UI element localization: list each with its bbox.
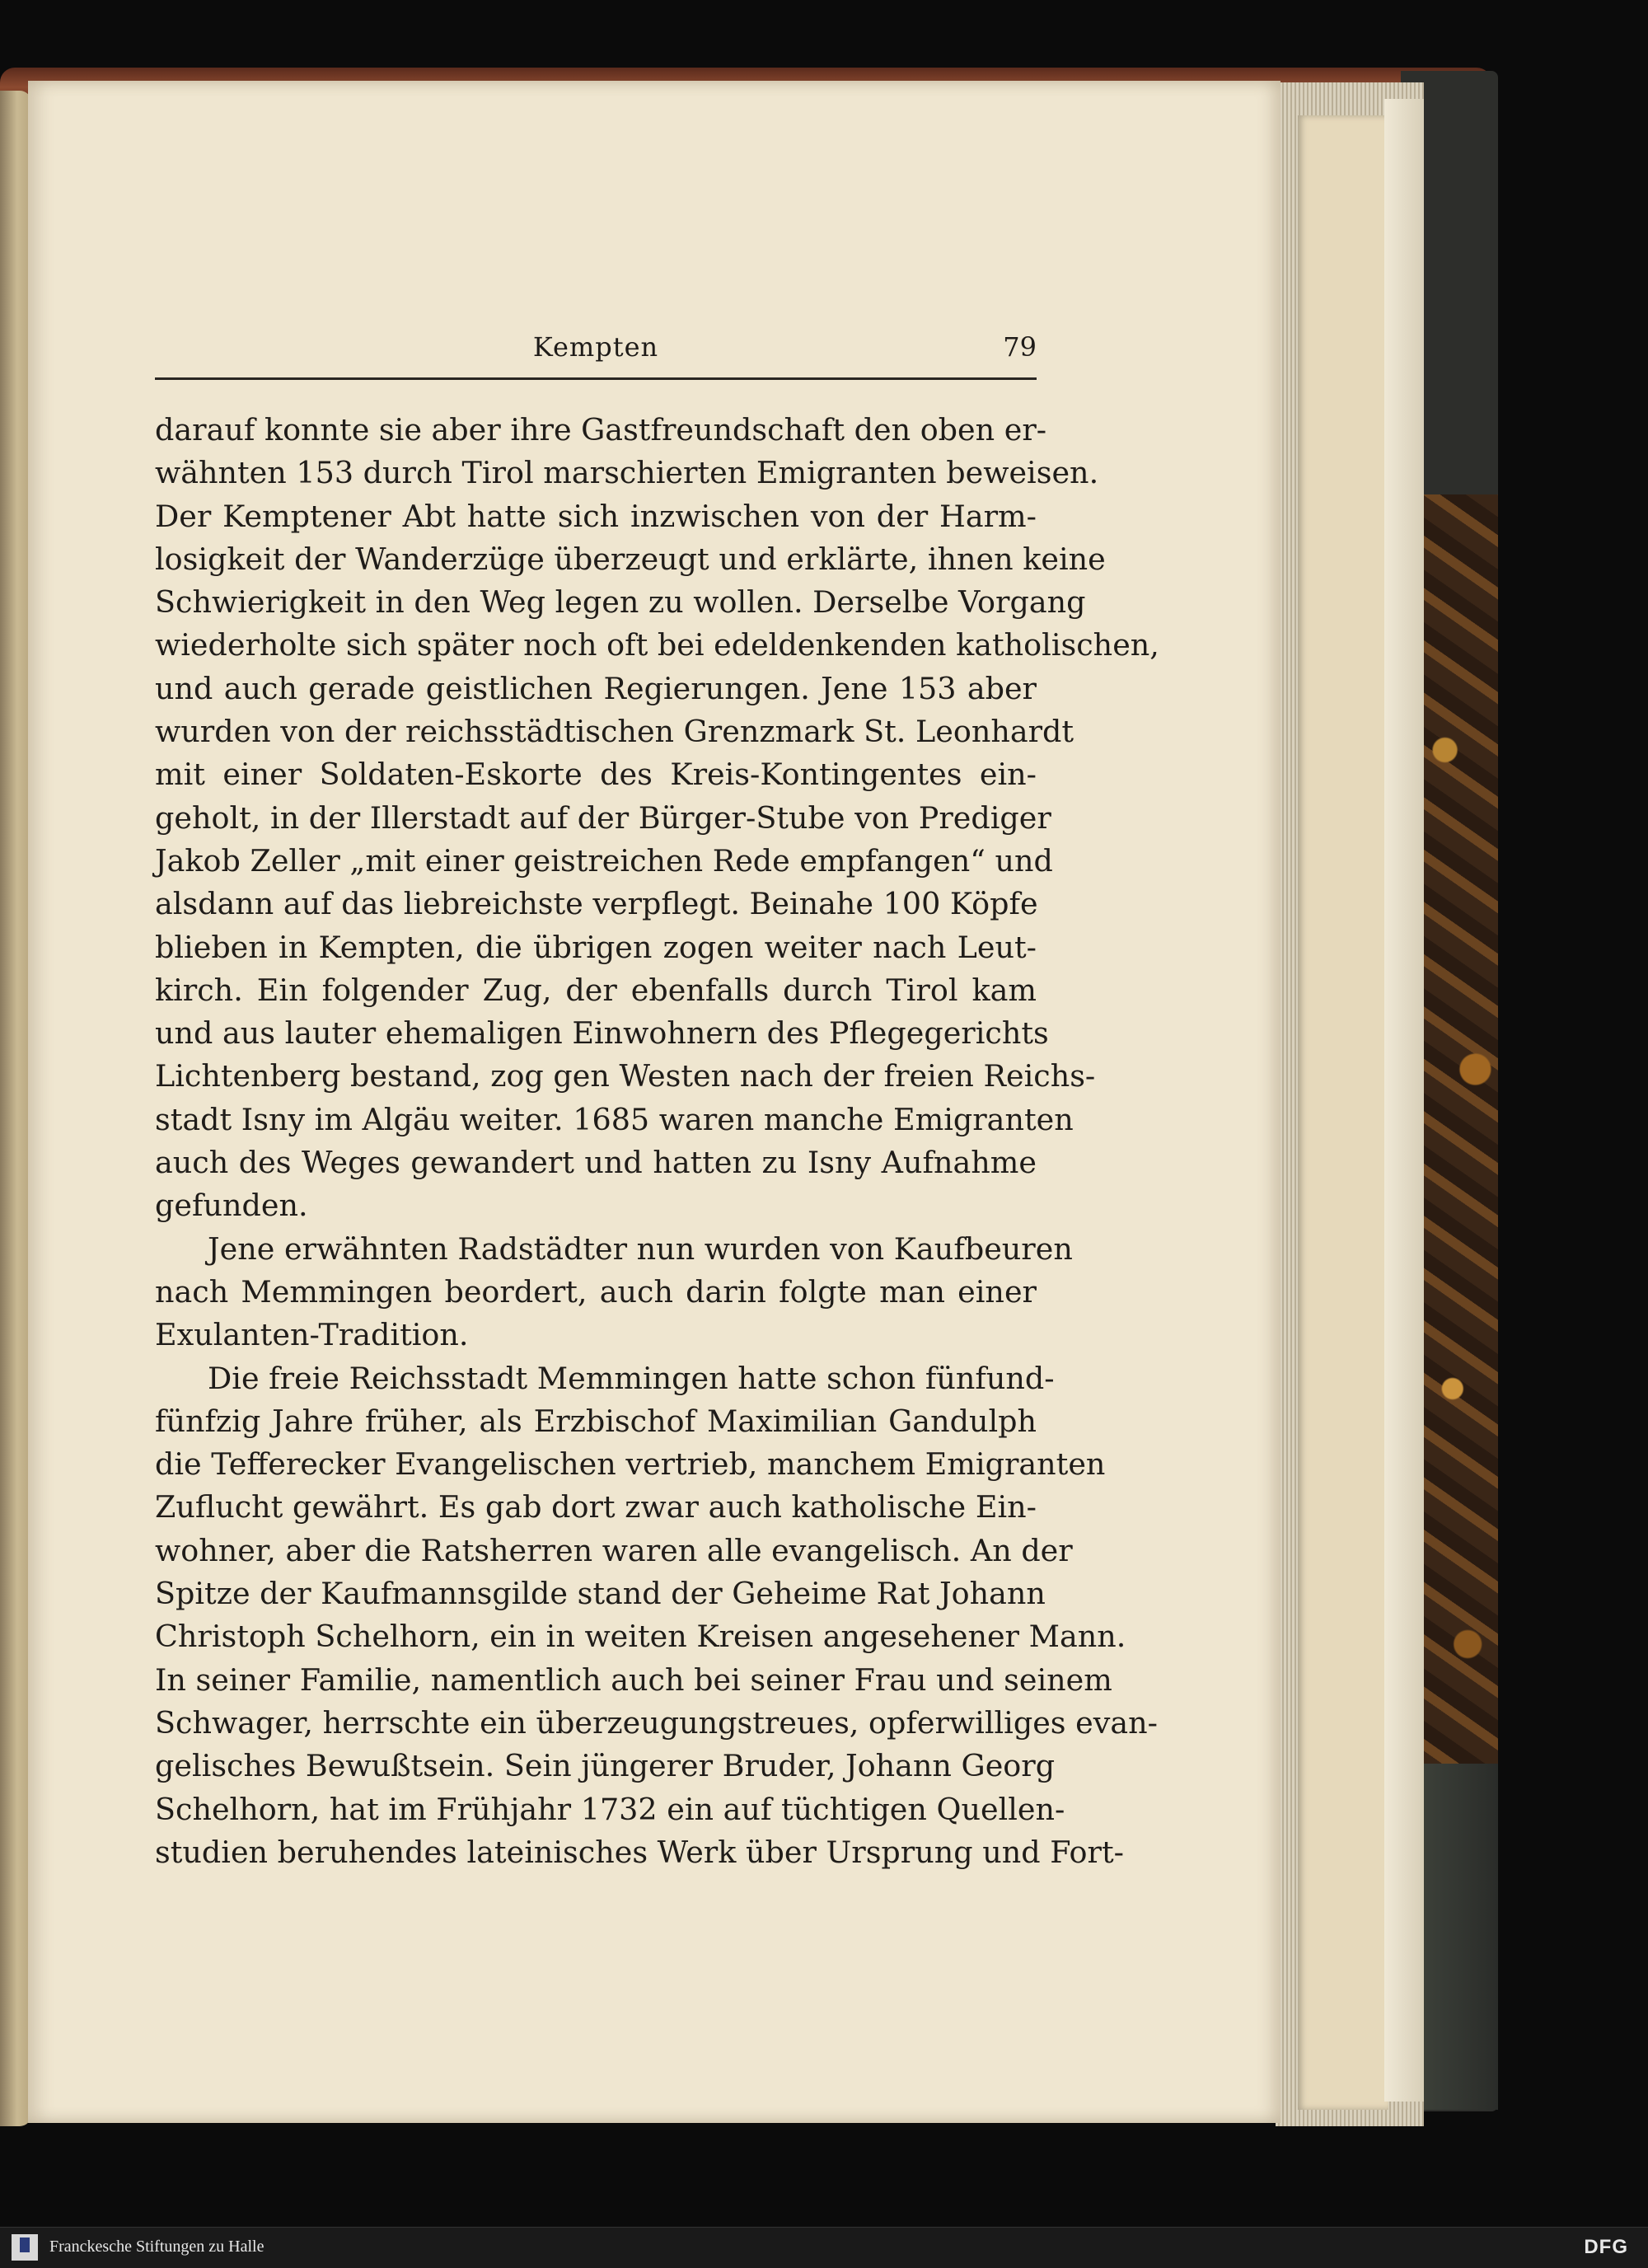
- text-line: darauf konnte sie aber ihre Gastfreundschaft den oben er-: [155, 412, 1047, 448]
- text-line: blieben in Kempten, die übrigen zogen weiter nach Leut-: [155, 929, 1037, 965]
- left-page-edge: [0, 91, 31, 2126]
- page-number: 79: [1003, 331, 1037, 363]
- text-line: Zuflucht gewährt. Es gab dort zwar auch katholische Ein-: [155, 1489, 1037, 1525]
- text-line: wohner, aber die Ratsherren waren alle evangelisch. An der: [155, 1532, 1073, 1568]
- text-line: In seiner Familie, namentlich auch bei seiner Frau und seinem: [155, 1661, 1112, 1698]
- text-line: Schelhorn, hat im Frühjahr 1732 ein auf tüchtigen Quellen-: [155, 1791, 1065, 1827]
- institution-logo-icon: [12, 2234, 38, 2261]
- text-line: fünfzig Jahre früher, als Erzbischof Maximilian Gandulph: [155, 1403, 1037, 1439]
- cloth-corner: [1422, 1764, 1498, 2110]
- body-text: [155, 409, 1159, 1874]
- text-line: Schwierigkeit in den Weg legen zu wollen. Derselbe Vorgang: [155, 584, 1086, 621]
- text-line: und auch gerade geistlichen Regierungen. Jene 153 aber: [155, 670, 1037, 706]
- text-line: gefunden.: [155, 1188, 308, 1224]
- text-line: stadt Isny im Algäu weiter. 1685 waren manche Emigranten: [155, 1101, 1074, 1137]
- text-line: wurden von der reichsstädtischen Grenzmark St. Leonhardt: [155, 714, 1074, 750]
- text-line: Exulanten-Tradition.: [155, 1317, 469, 1353]
- text-line: Die freie Reichsstadt Memmingen hatte schon fünfund-: [208, 1360, 1055, 1396]
- text-line: wähnten 153 durch Tirol marschierten Emigranten beweisen.: [155, 455, 1099, 491]
- institution-name: Franckesche Stiftungen zu Halle: [49, 2238, 265, 2256]
- text-line: und aus lauter ehemaligen Einwohnern des Pflegegerichts: [155, 1015, 1049, 1052]
- running-head: [155, 328, 1037, 380]
- text-line: Schwager, herrschte ein überzeugungstreues, opferwilliges evan-: [155, 1704, 1158, 1741]
- running-head-title: Kempten: [532, 331, 659, 363]
- text-line: Christoph Schelhorn, ein in weiten Kreisen angesehener Mann.: [155, 1619, 1126, 1655]
- text-line: kirch. Ein folgender Zug, der ebenfalls durch Tirol kam: [155, 972, 1037, 1008]
- text-line: Jakob Zeller „mit einer geistreichen Rede empfangen“ und: [155, 842, 1053, 879]
- text-line: alsdann auf das liebreichste verpflegt. Beinahe 100 Köpfe: [155, 886, 1038, 922]
- page-stack-outer: [1384, 99, 1424, 2102]
- page-stack: [1298, 115, 1388, 2110]
- text-line: mit einer Soldaten-Eskorte des Kreis-Kontingentes ein-: [155, 757, 1037, 793]
- text-line: gelisches Bewußtsein. Sein jüngerer Bruder, Johann Georg: [155, 1748, 1056, 1784]
- text-line: die Tefferecker Evangelischen vertrieb, manchem Emigranten: [155, 1446, 1106, 1483]
- text-line: Lichtenberg bestand, zog gen Westen nach der freien Reichs-: [155, 1058, 1096, 1094]
- text-line: geholt, in der Illerstadt auf der Bürger-Stube von Prediger: [155, 799, 1051, 836]
- book-page: [28, 81, 1280, 2123]
- text-line: Jene erwähnten Radstädter nun wurden von Kaufbeuren: [208, 1230, 1073, 1267]
- text-line: studien beruhendes lateinisches Werk über Ursprung und Fort-: [155, 1834, 1124, 1870]
- text-line: nach Memmingen beordert, auch darin folgte man einer: [155, 1273, 1037, 1310]
- dfg-logo: DFG: [1584, 2236, 1628, 2258]
- viewer-footer: [0, 2227, 1648, 2268]
- text-line: wiederholte sich später noch oft bei edeldenkenden katholischen,: [155, 627, 1159, 663]
- text-line: Spitze der Kaufmannsgilde stand der Geheime Rat Johann: [155, 1576, 1046, 1612]
- marbled-board: [1422, 494, 1498, 1772]
- text-line: Der Kemptener Abt hatte sich inzwischen von der Harm-: [155, 498, 1037, 534]
- text-line: losigkeit der Wanderzüge überzeugt und erklärte, ihnen keine: [155, 541, 1106, 577]
- text-line: auch des Weges gewandert und hatten zu Isny Aufnahme: [155, 1145, 1037, 1181]
